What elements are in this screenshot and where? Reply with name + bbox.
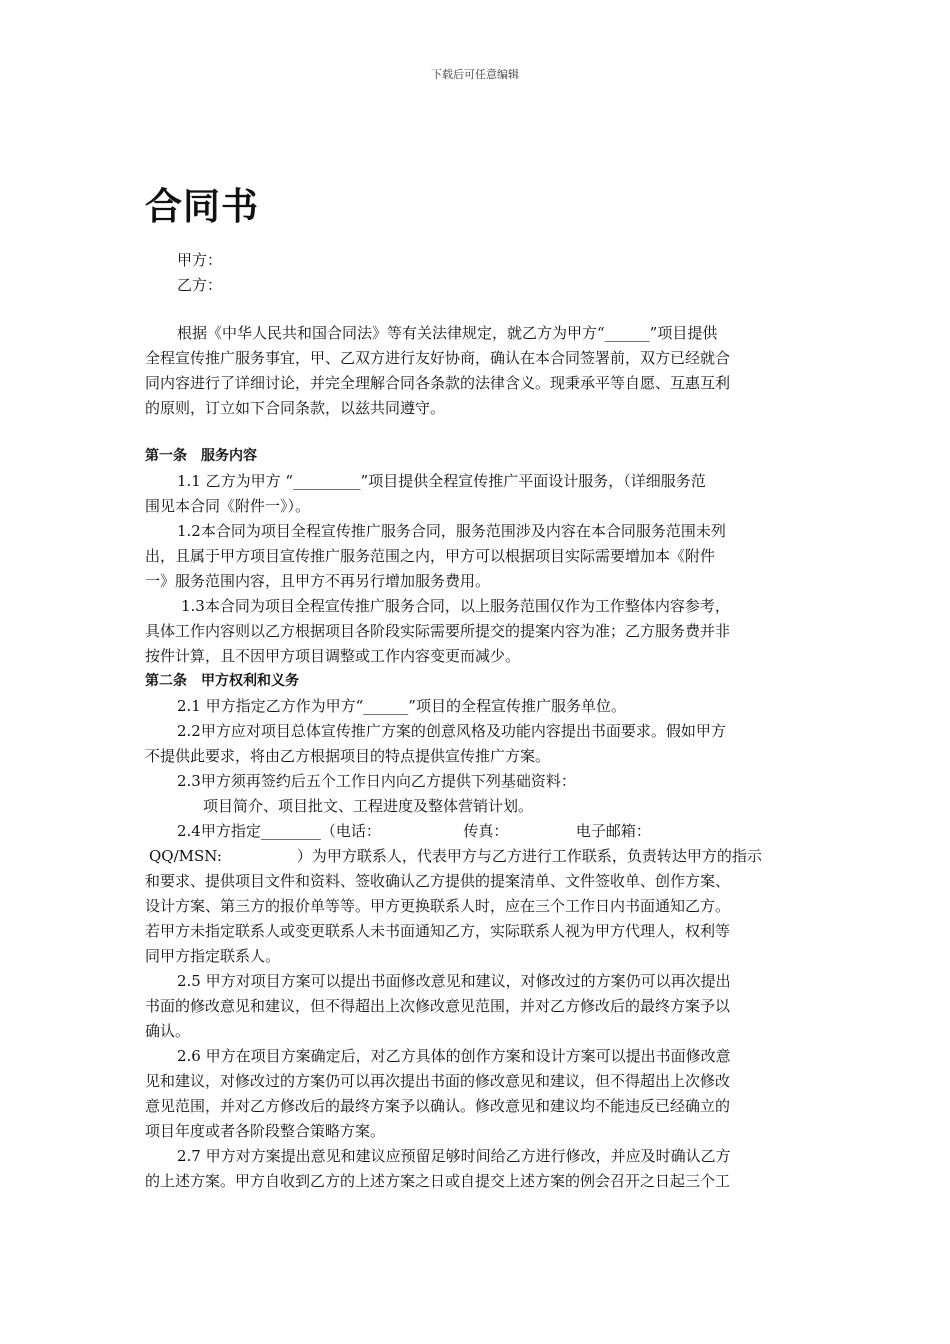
page-header-note: 下载后可任意编辑 <box>431 68 519 81</box>
document-body <box>145 248 807 1194</box>
clause-line: 2.7 甲方对方案提出意见和建议应预留足够时间给乙方进行修改，并应及时确认乙方 <box>177 1147 731 1165</box>
clause-line: 设计方案、第三方的报价单等等。甲方更换联系人时，应在三个工作日内书面通知乙方。 <box>145 897 731 915</box>
article-2-heading: 第二条 甲方权利和义务 <box>145 673 299 689</box>
clause-line: 一》服务范围内容，且甲方不再另行增加服务费用。 <box>145 572 491 590</box>
clause-line: 2.5 甲方对项目方案可以提出书面修改意见和建议，对修改过的方案仍可以再次提出 <box>177 972 731 990</box>
clause-line: 围见本合同《附件一》）。 <box>145 497 311 515</box>
party-a-label: 甲方： <box>177 251 223 269</box>
clause-line: 同甲方指定联系人。 <box>145 947 281 965</box>
clause-line: 和要求、提供项目文件和资料、签收确认乙方提供的提案清单、文件签收单、创作方案、 <box>145 872 731 890</box>
clause-line: 书面的修改意见和建议，但不得超出上次修改意见范围，并对乙方修改后的最终方案予以 <box>145 997 731 1015</box>
clause-line: 2.3甲方须再签约后五个工作日内向乙方提供下列基础资料： <box>177 772 576 790</box>
clause-line: 若甲方未指定联系人或变更联系人未书面通知乙方，实际联系人视为甲方代理人，权利等 <box>145 922 731 940</box>
clause-line: QQ/MSN: ）为甲方联系人，代表甲方与乙方进行工作联系，负责转达甲方的指示 <box>149 847 762 865</box>
clause-line: 见和建议，对修改过的方案仍可以再次提出书面的修改意见和建议，但不得超出上次修改 <box>145 1072 731 1090</box>
clause-line: 2.6 甲方在项目方案确定后，对乙方具体的创作方案和设计方案可以提出书面修改意 <box>177 1047 731 1065</box>
preamble-line: 同内容进行了详细讨论，并完全理解合同各条款的法律含义。现秉承平等自愿、互惠互利 <box>145 374 731 392</box>
preamble-paragraph <box>145 321 807 421</box>
clause-line: 具体工作内容则以乙方根据项目各阶段实际需要所提交的提案内容为准；乙方服务费并非 <box>145 622 731 640</box>
clause-line: 2.1 甲方指定乙方作为甲方“______”项目的全程宣传推广服务单位。 <box>177 697 626 715</box>
clause-line: 确认。 <box>145 1022 191 1040</box>
clause-line: 出，且属于甲方项目宣传推广服务范围之内，甲方可以根据项目实际需要增加本《附件 <box>145 547 716 565</box>
clause-line: 意见范围，并对乙方修改后的最终方案予以确认。修改意见和建议均不能违反已经确立的 <box>145 1097 731 1115</box>
clause-line: 2.4甲方指定________（电话： 传真： 电子邮箱： <box>177 822 651 840</box>
preamble-line: 全程宣传推广服务事宜，甲、乙双方进行友好协商，确认在本合同签署前，双方已经就合 <box>145 349 731 367</box>
party-b-label: 乙方： <box>177 276 223 294</box>
article-1-body <box>145 469 807 669</box>
clause-line: 2.2甲方应对项目总体宣传推广方案的创意风格及功能内容提出书面要求。假如甲方 <box>177 722 726 740</box>
clause-line: 1.1 乙方为甲方 “_________”项目提供全程宣传推广平面设计服务，（详细服务范 <box>177 472 706 490</box>
clause-line: 项目年度或者各阶段整合策略方案。 <box>145 1122 386 1140</box>
article-1-heading: 第一条 服务内容 <box>145 448 257 464</box>
article-2-body <box>145 694 807 1194</box>
clause-line: 1.3本合同为项目全程宣传推广服务合同，以上服务范围仅作为工作整体内容参考， <box>181 597 730 615</box>
document-title: 合同书 <box>145 185 259 228</box>
clause-line: 1.2本合同为项目全程宣传推广服务合同，服务范围涉及内容在本合同服务范围未列 <box>177 522 726 540</box>
clause-line: 项目简介、项目批文、工程进度及整体营销计划。 <box>203 797 534 815</box>
clause-line: 的上述方案。甲方自收到乙方的上述方案之日或自提交上述方案的例会召开之日起三个工 <box>145 1172 731 1190</box>
clause-line: 按件计算，且不因甲方项目调整或工作内容变更而减少。 <box>145 647 521 665</box>
preamble-line: 根据《中华人民共和国合同法》等有关法律规定，就乙方为甲方“______”项目提供 <box>177 324 718 342</box>
preamble-line: 的原则，订立如下合同条款，以兹共同遵守。 <box>145 399 446 417</box>
clause-line: 不提供此要求，将由乙方根据项目的特点提供宣传推广方案。 <box>145 747 551 765</box>
